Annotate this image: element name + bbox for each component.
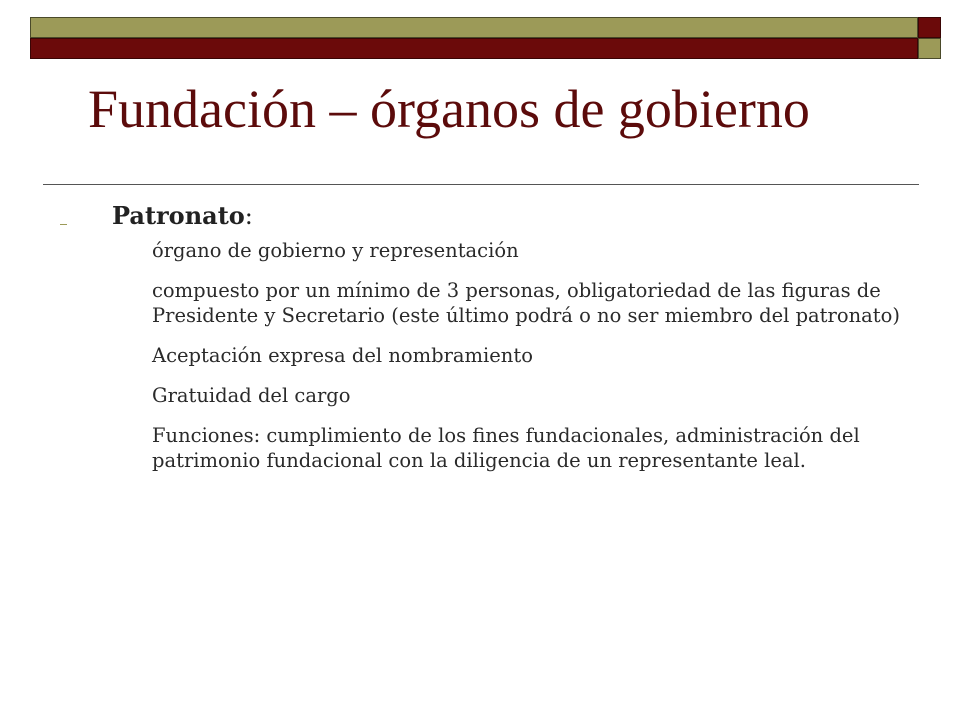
list-item: Gratuidad del cargo bbox=[152, 384, 351, 407]
header-corner-maroon bbox=[918, 17, 941, 38]
header-corner-olive bbox=[918, 38, 941, 59]
list-item: Aceptación expresa del nombramiento bbox=[152, 344, 533, 367]
list-item: Funciones: cumplimiento de los fines fundacionales, administración del patrimonio fundacional con la diligencia de un representante leal. bbox=[152, 424, 860, 472]
header-bar-maroon bbox=[30, 38, 918, 59]
dash-bullet-icon bbox=[60, 224, 67, 225]
header-bar-olive bbox=[30, 17, 918, 38]
list-item: órgano de gobierno y representación bbox=[152, 239, 519, 262]
bullet-heading-label: Patronato bbox=[112, 201, 245, 230]
sub-bullet-list bbox=[152, 238, 912, 473]
slide-content bbox=[60, 200, 920, 488]
bullet-patronato bbox=[60, 200, 920, 238]
list-item: compuesto por un mínimo de 3 personas, obligatoriedad de las figuras de Presidente y Secretario (este último podrá o no ser miembro del patronato) bbox=[152, 279, 900, 327]
bullet-heading bbox=[112, 201, 253, 230]
slide-title: Fundación – órganos de gobierno bbox=[88, 79, 810, 139]
bullet-heading-colon: : bbox=[244, 202, 253, 230]
title-divider bbox=[43, 184, 919, 185]
